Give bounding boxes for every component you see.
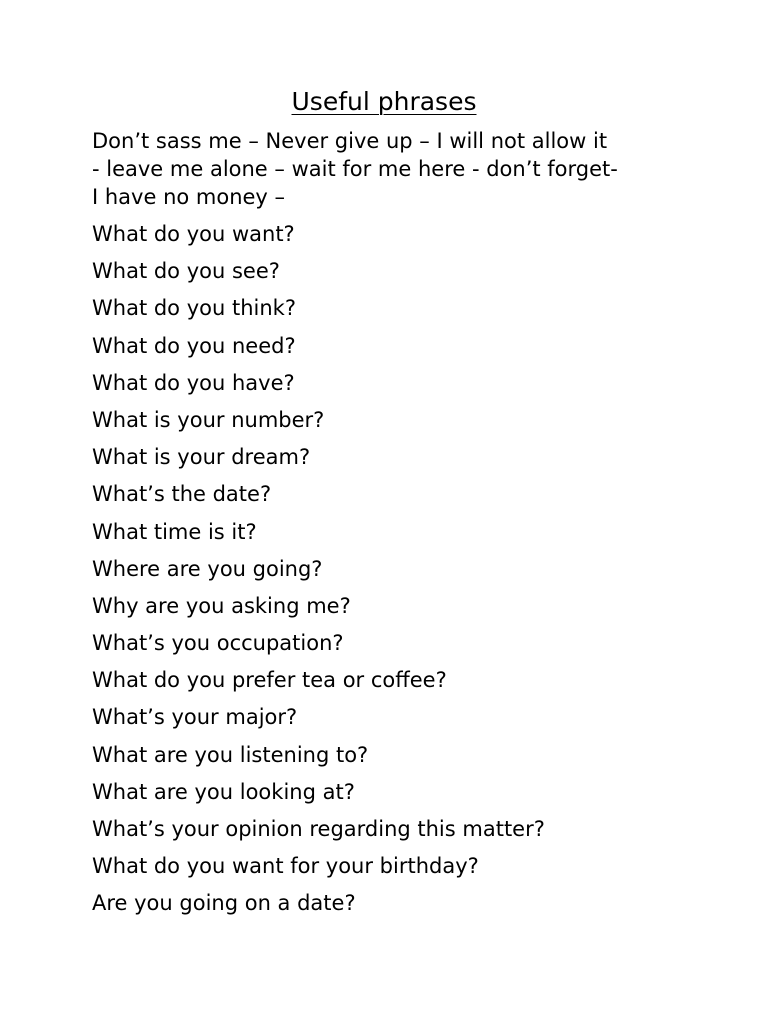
phrase-item: What do you have? (92, 370, 295, 395)
phrase-item: What’s your major? (92, 705, 298, 730)
intro-line: Don’t sass me – Never give up – I will not allow it (92, 129, 608, 153)
phrase-item: What’s the date? (92, 482, 272, 507)
document-title: Useful phrases (291, 87, 477, 116)
intro-line: I have no money – (92, 185, 286, 209)
intro-line: - leave me alone – wait for me here - don’t forget- (92, 157, 618, 181)
phrase-item: What are you listening to? (92, 742, 369, 767)
phrase-item: What’s your opinion regarding this matter? (92, 817, 545, 841)
phrase-item: Where are you going? (92, 556, 323, 581)
phrase-item: What time is it? (92, 519, 257, 544)
phrase-list (92, 220, 712, 927)
phrase-item: What do you think? (92, 296, 296, 321)
phrase-item: What are you looking at? (92, 779, 355, 804)
phrase-item: What do you see? (92, 259, 280, 284)
intro-paragraph (92, 127, 692, 211)
phrase-item: What do you want? (92, 222, 295, 246)
phrase-item: What do you want for your birthday? (92, 854, 479, 879)
phrase-item: What is your number? (92, 407, 325, 432)
phrase-item: What is your dream? (92, 445, 311, 470)
phrase-item: What do you prefer tea or coffee? (92, 668, 447, 693)
phrase-item: Why are you asking me? (92, 593, 351, 618)
phrase-item: What’s you occupation? (92, 631, 344, 656)
phrase-item: What do you need? (92, 333, 296, 358)
phrase-item: Are you going on a date? (92, 891, 356, 916)
